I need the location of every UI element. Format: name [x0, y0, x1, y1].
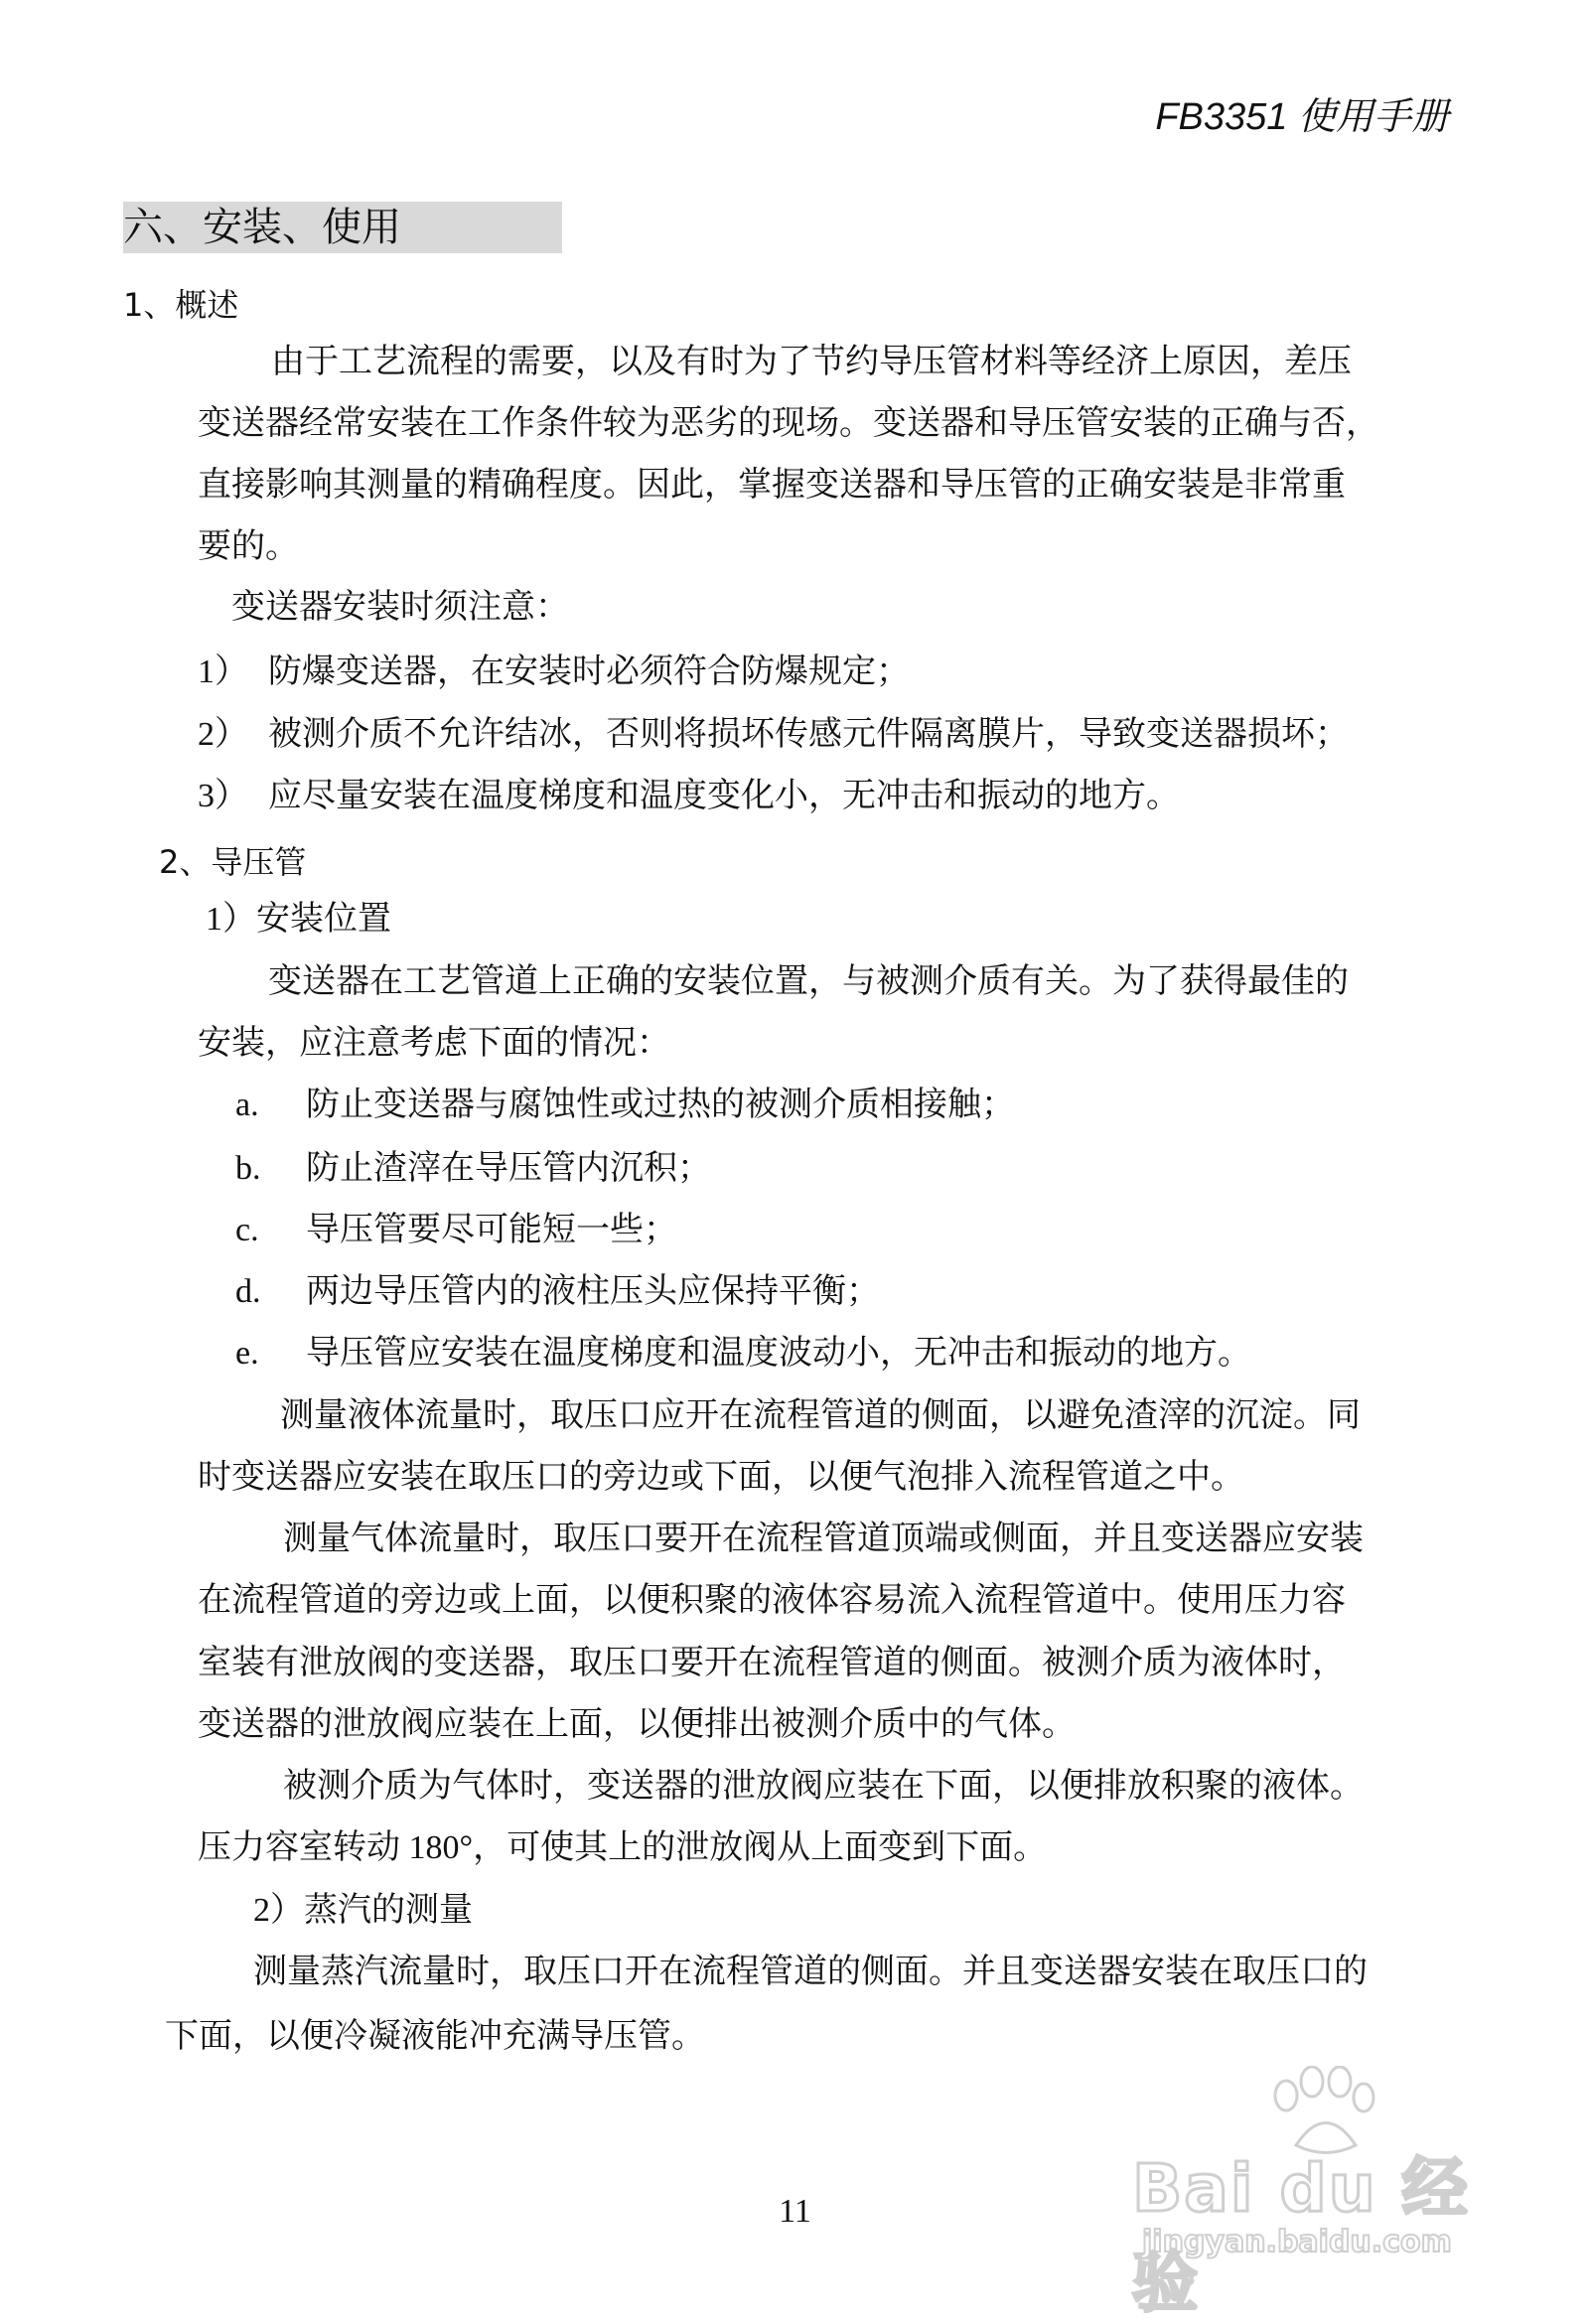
baidu-jingyan-watermark: [1132, 2066, 1510, 2321]
list-text: 被测介质不允许结冰，否则将损坏传感元件隔离膜片，导致变送器损坏；: [268, 716, 1349, 753]
sub-heading: 1）安装位置: [206, 901, 391, 938]
list-label: 3）: [198, 778, 248, 814]
paragraph-line: 要的。: [198, 528, 299, 565]
paragraph-line: 室装有泄放阀的变送器，取压口要开在流程管道的侧面。被测介质为液体时，: [198, 1645, 1346, 1681]
sub-heading: 2）蒸汽的测量: [253, 1892, 473, 1929]
section-heading: 六、安装、使用: [123, 202, 562, 253]
subsection-title-overview: 1、概述: [123, 286, 239, 324]
paragraph-line: 在流程管道的旁边或上面，以便积聚的液体容易流入流程管道中。使用压力容: [198, 1582, 1346, 1619]
watermark-logo-text: Bai du 经验: [1132, 2150, 1470, 2321]
list-text: 防止渣滓在导压管内沉积；: [306, 1150, 711, 1187]
paragraph-line: 测量蒸汽流量时，取压口开在流程管道的侧面。并且变送器安装在取压口的: [253, 1954, 1368, 1990]
list-item: [198, 715, 1349, 755]
list-item: [235, 1334, 1251, 1374]
list-item: [235, 1272, 880, 1312]
page-number: 11: [779, 2193, 811, 2230]
list-item: [198, 653, 910, 692]
list-label: d.: [235, 1273, 261, 1310]
list-item: [198, 777, 1180, 816]
paragraph-line: 下面，以便冷凝液能冲充满导压管。: [165, 2018, 705, 2055]
paragraph-line: 压力容室转动 180°，可使其上的泄放阀从上面变到下面。: [198, 1829, 1048, 1866]
paragraph-line: 变送器在工艺管道上正确的安装位置，与被测介质有关。为了获得最佳的: [268, 963, 1349, 1000]
list-text: 防爆变送器，在安装时必须符合防爆规定；: [268, 654, 910, 690]
watermark-url: jingyan.baidu.com: [1142, 2225, 1452, 2259]
paragraph-line: 安装，应注意考虑下面的情况：: [198, 1025, 670, 1062]
list-text: 防止变送器与腐蚀性或过热的被测介质相接触；: [306, 1087, 1015, 1123]
list-label: e.: [235, 1335, 259, 1372]
list-text: 应尽量安装在温度梯度和温度变化小，无冲击和振动的地方。: [268, 778, 1180, 814]
paragraph-line: 测量液体流量时，取压口应开在流程管道的侧面，以避免渣滓的沉淀。同: [280, 1397, 1361, 1434]
list-item: [235, 1149, 711, 1189]
list-text: 导压管应安装在温度梯度和温度波动小，无冲击和振动的地方。: [306, 1335, 1251, 1372]
list-text: 两边导压管内的液柱压头应保持平衡；: [306, 1273, 880, 1310]
paragraph-line: 被测介质为气体时，变送器的泄放阀应装在下面，以便排放积聚的液体。: [283, 1768, 1364, 1805]
list-label: 2）: [198, 716, 248, 753]
paragraph-line: 变送器经常安装在工作条件较为恶劣的现场。变送器和导压管安装的正确与否，: [198, 405, 1379, 442]
note-line: 变送器安装时须注意：: [231, 589, 569, 626]
list-item: [235, 1211, 677, 1250]
paragraph-line: 变送器的泄放阀应装在上面，以便排出被测介质中的气体。: [198, 1706, 1076, 1743]
list-label: b.: [235, 1150, 261, 1187]
list-label: 1）: [198, 654, 248, 690]
paragraph-line: 时变送器应安装在取压口的旁边或下面，以便气泡排入流程管道之中。: [198, 1459, 1244, 1496]
paragraph-line: 测量气体流量时，取压口要开在流程管道顶端或侧面，并且变送器应安装: [283, 1521, 1364, 1557]
subsection-title-impulse-pipe: 2、导压管: [159, 843, 307, 881]
paragraph-line: 直接影响其测量的精确程度。因此，掌握变送器和导压管的正确安装是非常重: [198, 467, 1346, 504]
list-item: [235, 1086, 1015, 1125]
document-header-title: FB3351 使用手册: [1155, 96, 1449, 138]
list-label: c.: [235, 1212, 259, 1248]
list-label: a.: [235, 1087, 259, 1123]
list-text: 导压管要尽可能短一些；: [306, 1212, 677, 1248]
paragraph-line: 由于工艺流程的需要，以及有时为了节约导压管材料等经济上原因，差压: [271, 344, 1352, 380]
